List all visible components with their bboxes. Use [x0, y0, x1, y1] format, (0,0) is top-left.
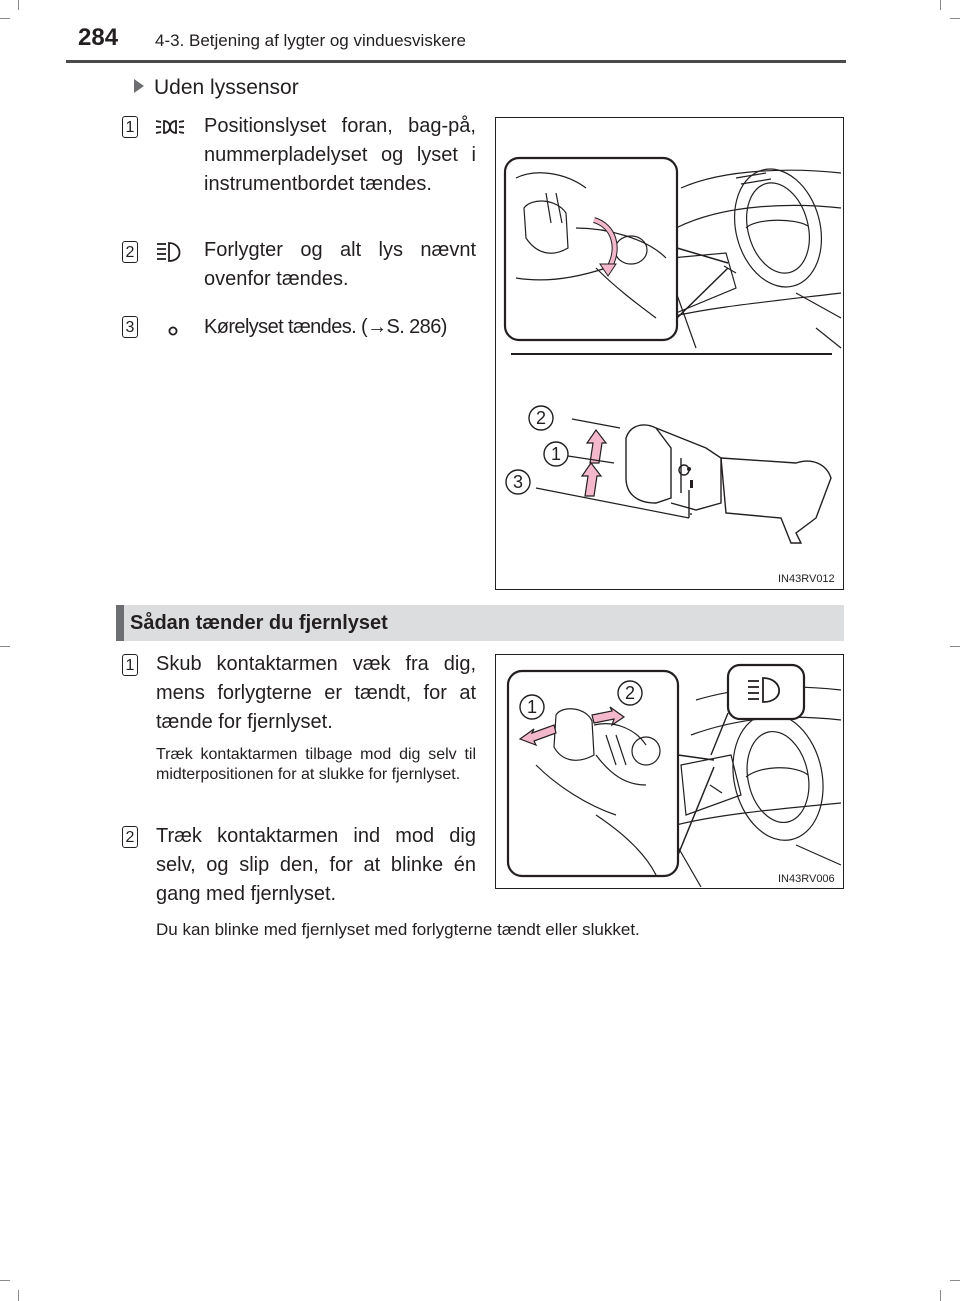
crop-mark — [18, 0, 19, 10]
high-beam-illustration — [495, 654, 844, 889]
crop-mark — [0, 18, 10, 19]
item-number-badge: 2 — [122, 826, 138, 848]
crop-mark — [0, 646, 10, 647]
item-text: Skub kontaktarmen væk fra dig, mens forlygterne er tændt, for at tænde for fjernlyset. — [156, 653, 476, 733]
item-text: Positionslyset foran, bag-på, nummerpladelyset og lyset i instrumentbordet tændes. — [204, 115, 476, 195]
triangle-bullet-icon — [134, 79, 144, 93]
header-rule — [66, 60, 846, 63]
crop-mark — [950, 1280, 960, 1281]
subheading — [134, 76, 299, 100]
item-number-badge: 3 — [122, 316, 138, 338]
section-accent — [116, 605, 124, 641]
subheading-text: Uden lyssensor — [154, 76, 299, 99]
crop-mark — [940, 0, 941, 10]
chapter-title: 4-3. Betjening af lygter og vinduesviskere — [155, 31, 466, 50]
figure-code: IN43RV006 — [778, 873, 835, 885]
page-number: 284 — [78, 24, 119, 51]
crop-mark — [950, 646, 960, 647]
callout-label: 1 — [550, 444, 562, 464]
crop-mark — [940, 1290, 941, 1301]
drl-icon — [168, 324, 178, 336]
section-title: Sådan tænder du fjernlyset — [130, 612, 388, 634]
crop-mark — [0, 1280, 10, 1281]
headlight-icon — [156, 240, 186, 264]
item-text: Træk kontaktarmen ind mod dig selv, og slip den, for at blinke én gang med fjernlyset. — [156, 825, 476, 905]
crop-mark — [18, 1290, 19, 1301]
parking-light-icon — [155, 116, 185, 138]
light-switch-illustration — [495, 117, 844, 590]
callout-label: 3 — [512, 472, 524, 492]
item-number-badge: 2 — [122, 241, 138, 263]
item-number-badge: 1 — [122, 654, 138, 676]
crop-mark — [950, 18, 960, 19]
callout-label: 2 — [535, 408, 547, 428]
callout-label: 1 — [526, 697, 538, 717]
figure-code: IN43RV012 — [778, 573, 835, 585]
item-text: Kørelyset tændes. (→S. 286) — [204, 316, 447, 338]
item-note: Træk kontaktarmen tilbage mod dig selv til midterpositionen for at slukke for fjernlyset. — [156, 746, 476, 783]
callout-label: 2 — [624, 683, 636, 703]
item-number-badge: 1 — [122, 116, 138, 138]
footer-note: Du kan blinke med fjernlyset med forlygterne tændt eller slukket. — [156, 920, 640, 939]
item-text: Forlygter og alt lys nævnt ovenfor tændes. — [204, 239, 476, 290]
